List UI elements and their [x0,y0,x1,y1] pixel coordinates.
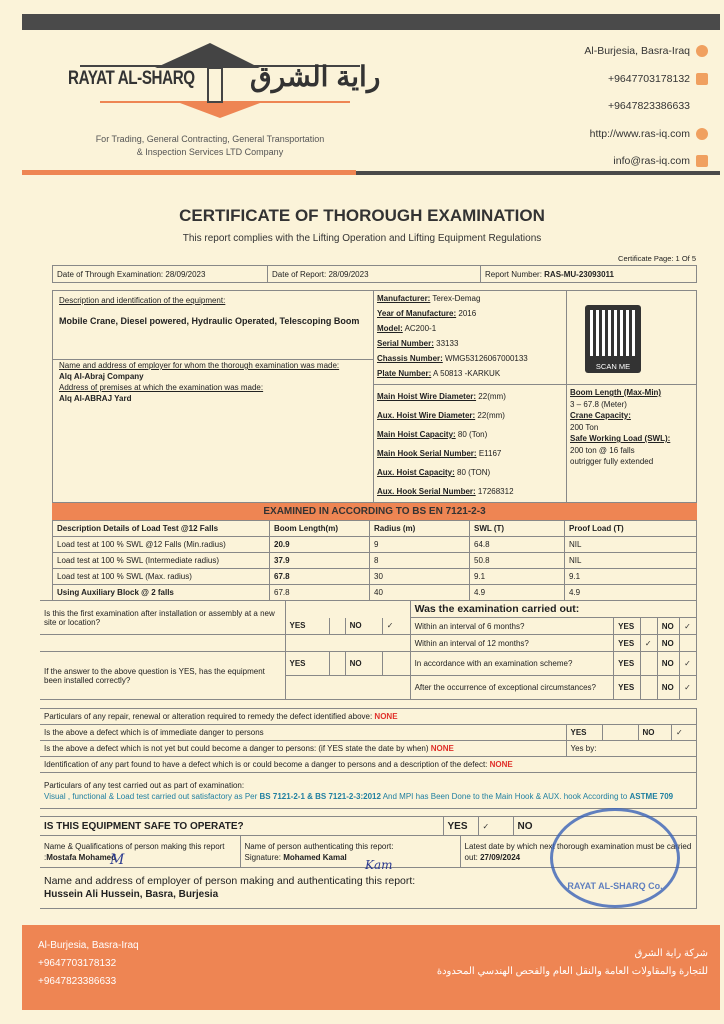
phone: +9647823386633 [607,100,690,112]
brand-name: RAYAT AL-SHARQ [68,68,195,89]
divider [356,171,720,175]
brand-name-arabic: راية الشرق [250,61,381,92]
phone-icon [696,73,708,85]
capacity-specs: Boom Length (Max-Min) 3 – 67.8 (Meter) Crane Capacity: 200 Ton Safe Working Load (SWL): 200 ton @ 16 falls outrigger fully extended [570,388,671,466]
footer-phone: +9647703178132 [38,958,117,969]
q1-no-check: ✓ [382,618,410,635]
footer-phone: +9647823386633 [38,976,117,987]
qr-code[interactable]: SCAN ME [585,305,641,373]
safe-row: IS THIS EQUIPMENT SAFE TO OPERATE? YES ✓ NO [40,816,697,836]
table-row: Using Auxiliary Block @ 2 falls 67.8 40 4.9 4.9 [53,585,697,601]
safe-yes-check: ✓ [478,817,513,836]
equipment-box: Description and identification of the equipment: Mobile Crane, Diesel powered, Hydraulic Operated, Telescoping Boom Name and address of employer for whom the thorough examination was made: Alq Al-Abraj Company Address of premises at which the examination was made: Alq Al-ABRAJ Yard Manufacturer: Terex-Demag Year of Manufacture: 2016 Model: AC200-1 Serial Number: 33133 Chassis Number: WMG53126067000133 Plate Number: A 50813 -KARKUK Main Hoist Wire Diameter: 22(mm) Aux. Hoist Wire Diameter: 22(mm) Main Hoist Capacity: 80 (Ton) Main Hook Serial Number: E1167 Aux. Hoist Capacity: 80 (TON) Aux. Hook Serial Number: 17268312 Boom Length (Max-Min) 3 – 67.8 (Meter) Crane Capacity: 200 Ton Safe Working Load (SWL): 200 ton @ 16 falls outrigger fully extended [52,290,697,503]
next-exam-date: 27/09/2024 [480,852,521,862]
report-date: 28/09/2023 [328,269,369,279]
address: Al-Burjesia, Basra-Iraq [584,45,690,57]
examination-questions: Is this the first examination after installation or assembly at a new site or location? Was the examination carried out: YES NO ✓ Within an interval of 6 months? YES NO ✓ Within an interval of 12 months? YES ✓ NO If the answer to the above question is YES, has the equipment been installed correctly? YES NO In accordance with an examination scheme? YES NO ✓ After the occurrence of exceptional circumstances? YES NO ✓ [40,600,697,700]
standard-header: EXAMINED IN ACCORDING TO BS EN 7121-2-3 [52,503,697,520]
web-icon [696,128,708,140]
maker-name: Mostafa Mohamed [46,852,117,862]
website-link[interactable]: http://www.ras-iq.com [589,127,690,140]
hoist-specs: Main Hoist Wire Diameter: 22(mm) Aux. Hoist Wire Diameter: 22(mm) Main Hoist Capacity: 80 (Ton) Main Hook Serial Number: E1167 Aux. Hoist Capacity: 80 (TON) Aux. Hook Serial Number: 17268312 [377,392,514,496]
exam-date: 28/09/2023 [165,269,206,279]
top-bar [22,14,720,30]
location-icon [696,45,708,57]
email-link[interactable]: info@ras-iq.com [613,155,690,167]
table-row: Load test at 100 % SWL (Intermediate radius) 37.9 8 50.8 NIL [53,553,697,569]
equipment-description: Mobile Crane, Diesel powered, Hydraulic Operated, Telescoping Boom [59,316,360,326]
dates-row: Date of Through Examination: 28/09/2023 Date of Report: 28/09/2023 Report Number: RAS-MU-23093011 [52,265,697,283]
footer-address: Al-Burjesia, Basra-Iraq [38,940,139,951]
signature-authenticator: Kam [365,858,393,872]
employer-of-person: Hussein Ali Hussein, Basra, Burjesia [44,889,219,900]
report-number: RAS-MU-23093011 [544,269,614,279]
load-test-table: Description Details of Load Test @12 Falls Boom Length(m) Radius (m) SWL (T) Proof Load (T) Load test at 100 % SWL @12 Falls (Min.radius) 20.9 9 64.8 NIL Load test at 100 % SWL (Intermediate radius) 37.9 8 50.8 NIL Load test at 100 % SWL (Max. radius) 67.8 30 9.1 9.1 Using Auxiliary Block @ 2 falls 67.8 40 4.9 4.9 [52,520,697,601]
phone: +9647703178132 [607,72,690,85]
premises: Alq Al-ABRAJ Yard [59,394,132,403]
mail-icon [696,155,708,167]
footer: Al-Burjesia, Basra-Iraq +9647703178132 +9647823386633 شركة راية الشرق للتجارة والمقاولات العامة والنقل العام والفحص الهندسي المحدودة [22,925,720,1010]
page-title: CERTIFICATE OF THOROUGH EXAMINATION [179,206,545,225]
contact-list [584,38,708,176]
divider [22,170,356,175]
signature-maker: M [110,852,125,868]
authenticator-name: Mohamed Kamal [283,852,347,862]
certificate-page: Certificate Page: 1 Of 5 [618,254,696,263]
table-row: Load test at 100 % SWL @12 Falls (Min.radius) 20.9 9 64.8 NIL [53,537,697,553]
subtitle: This report complies with the Lifting Operation and Lifting Equipment Regulations [182,233,542,244]
tagline: For Trading, General Contracting, General Transportation & Inspection Services LTD Company [95,134,325,157]
signature-row: Name & Qualifications of person making this report :Mostafa Mohamed Name of person authenticating this report: Signature: Mohamed Kamal Latest date by which next thorough examination must be carried out: 27/09/2024 Name and address of employer of person making and authenticating this report: Hussein Ali Hussein, Basra, Burjesia [40,835,697,909]
employer-name: Alq Al-Abraj Company [59,372,144,381]
company-stamp: RAYAT AL-SHARQ Co. [550,808,680,908]
defects-table: Particulars of any repair, renewal or alteration required to remedy the defect identified above: NONE Is the above a defect which is of immediate danger to persons YES NO ✓ Is the above a defect which is not yet but could become a danger to persons: (if YES state the date by when) NONE Yes by: Identification of any part found to have a defect which is or could become a danger to persons and a description of the defect: NONE Particulars of any test carried out as part of examination: Visual , functional & Load test carried out satisfactory as Per BS 7121-2-1 & BS 7121-2-3:2012 And MPI has Been Done to the Main Hook & AUX. hook According to ASTME 709 [40,708,697,809]
table-row: Load test at 100 % SWL (Max. radius) 67.8 30 9.1 9.1 [53,569,697,585]
equipment-specs: Manufacturer: Terex-Demag Year of Manufacture: 2016 Model: AC200-1 Serial Number: 33133 Chassis Number: WMG53126067000133 Plate Number: A 50813 -KARKUK [377,294,528,378]
